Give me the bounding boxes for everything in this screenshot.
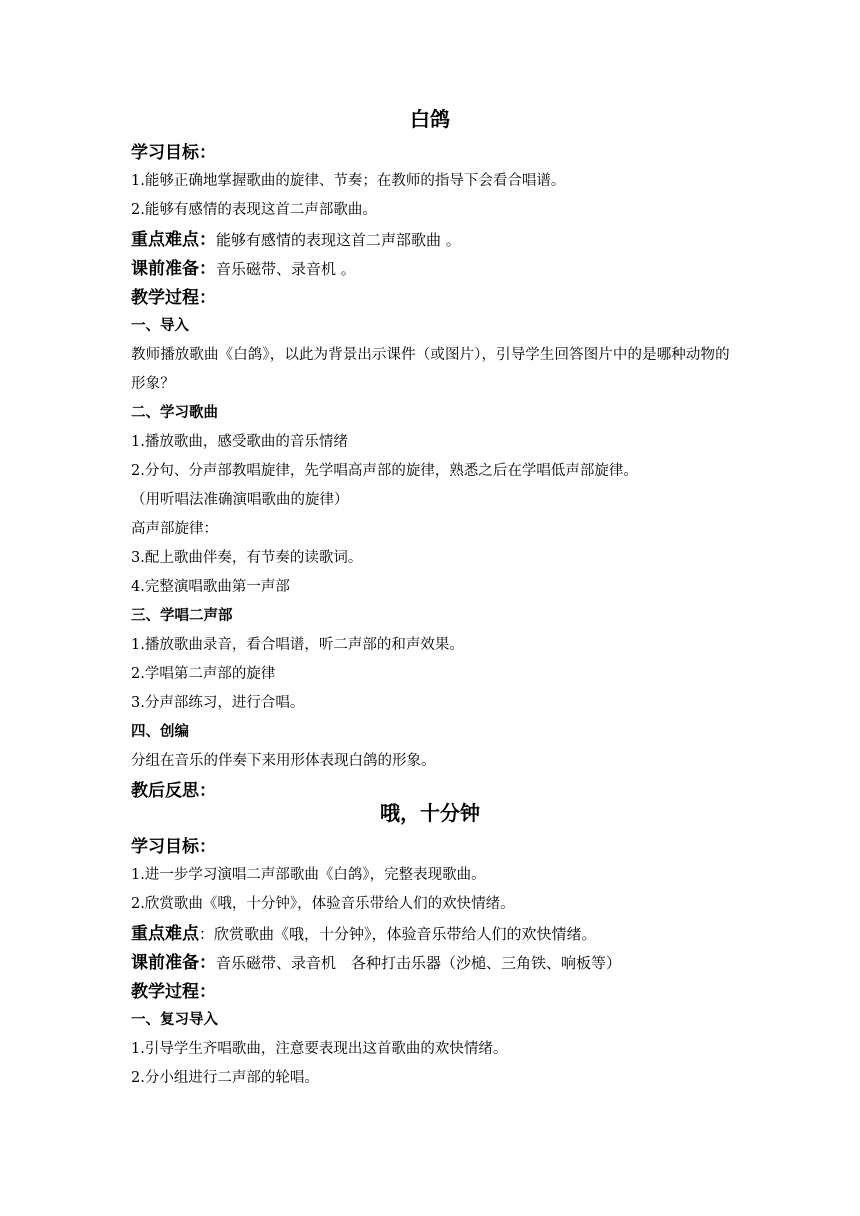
section-two-part-title: 三、学唱二声部 <box>131 608 233 624</box>
lesson-1-goals-heading <box>131 138 741 167</box>
lesson-1-prep-row <box>131 254 741 283</box>
difficulty-text: 能够有感情的表现这首二声部歌曲 。 <box>216 231 461 249</box>
learn-song-step-2: 2.分句、分声部教唱旋律，先学唱高声部的旋律，熟悉之后在学唱低声部旋律。 <box>131 463 638 479</box>
reflection-label: 教后反思： <box>131 781 216 801</box>
goals-label: 学习目标： <box>131 143 216 163</box>
two-part-step-1: 1.播放歌曲录音，看合唱谱，听二声部的和声效果。 <box>131 637 464 653</box>
lesson-1-goal-1: 1.能够正确地掌握歌曲的旋律、节奏；在教师的指导下会看合唱谱。 <box>131 173 566 189</box>
lesson-2-title: 哦，十分钟 <box>380 801 480 825</box>
create-step-1: 分组在音乐的伴奏下来用形体表现白鸽的形象。 <box>131 753 436 769</box>
prep-text: 音乐磁带、录音机 。 <box>216 260 356 278</box>
lesson-2-process-heading <box>131 977 741 1006</box>
learn-song-high-part: 高声部旋律： <box>131 521 218 537</box>
section-intro-title: 一、导入 <box>131 318 189 334</box>
lesson-1-difficulty-row <box>131 225 741 254</box>
difficulty-text: ：欣赏歌曲《哦，十分钟》，体验音乐带给人们的欢快情绪。 <box>199 925 597 943</box>
section-learn-song-title: 二、学习歌曲 <box>131 405 218 421</box>
lesson-1-process-heading <box>131 283 741 312</box>
lesson-1-body <box>131 138 741 805</box>
lesson-2-prep-row <box>131 948 741 977</box>
lesson-2-goal-1: 1.进一步学习演唱二声部歌曲《白鸽》，完整表现歌曲。 <box>131 867 486 883</box>
lesson-1-goal-2: 2.能够有感情的表现这首二声部歌曲。 <box>131 202 377 218</box>
process-label: 教学过程： <box>131 288 216 308</box>
section-create-title: 四、创编 <box>131 724 189 740</box>
lesson-2-difficulty-row <box>131 919 741 948</box>
difficulty-label: 重点难点： <box>131 230 216 250</box>
lesson-2-goal-2: 2.欣赏歌曲《哦，十分钟》，体验音乐带给人们的欢快情绪。 <box>131 896 515 912</box>
lesson-2-body <box>131 832 741 1093</box>
review-intro-step-2: 2.分小组进行二声部的轮唱。 <box>131 1070 319 1086</box>
lesson-1-title: 白鸽 <box>410 107 450 131</box>
section-intro-paragraph: 教师播放歌曲《白鸽》，以此为背景出示课件（或图片），引导学生回答图片中的是哪种动物的形象？ <box>131 347 730 392</box>
two-part-step-3: 3.分声部练习，进行合唱。 <box>131 695 305 711</box>
process-label: 教学过程： <box>131 982 216 1002</box>
learn-song-step-4: 4.完整演唱歌曲第一声部 <box>131 579 290 595</box>
two-part-step-2: 2.学唱第二声部的旋律 <box>131 666 276 682</box>
prep-label: 课前准备： <box>131 259 216 279</box>
learn-song-step-1: 1.播放歌曲，感受歌曲的音乐情绪 <box>131 434 348 450</box>
prep-label: 课前准备： <box>131 953 216 973</box>
learn-song-step-3: 3.配上歌曲伴奏，有节奏的读歌词。 <box>131 550 363 566</box>
review-intro-step-1: 1.引导学生齐唱歌曲，注意要表现出这首歌曲的欢快情绪。 <box>131 1041 508 1057</box>
difficulty-label: 重点难点 <box>131 924 199 944</box>
goals-label: 学习目标： <box>131 837 216 857</box>
learn-song-step-2-note: （用听唱法准确演唱歌曲的旋律） <box>131 492 349 508</box>
lesson-2-goals-heading <box>131 832 741 861</box>
prep-text: 音乐磁带、录音机 各种打击乐器（沙槌、三角铁、响板等） <box>216 954 622 972</box>
section-review-intro-title: 一、复习导入 <box>131 1012 218 1028</box>
